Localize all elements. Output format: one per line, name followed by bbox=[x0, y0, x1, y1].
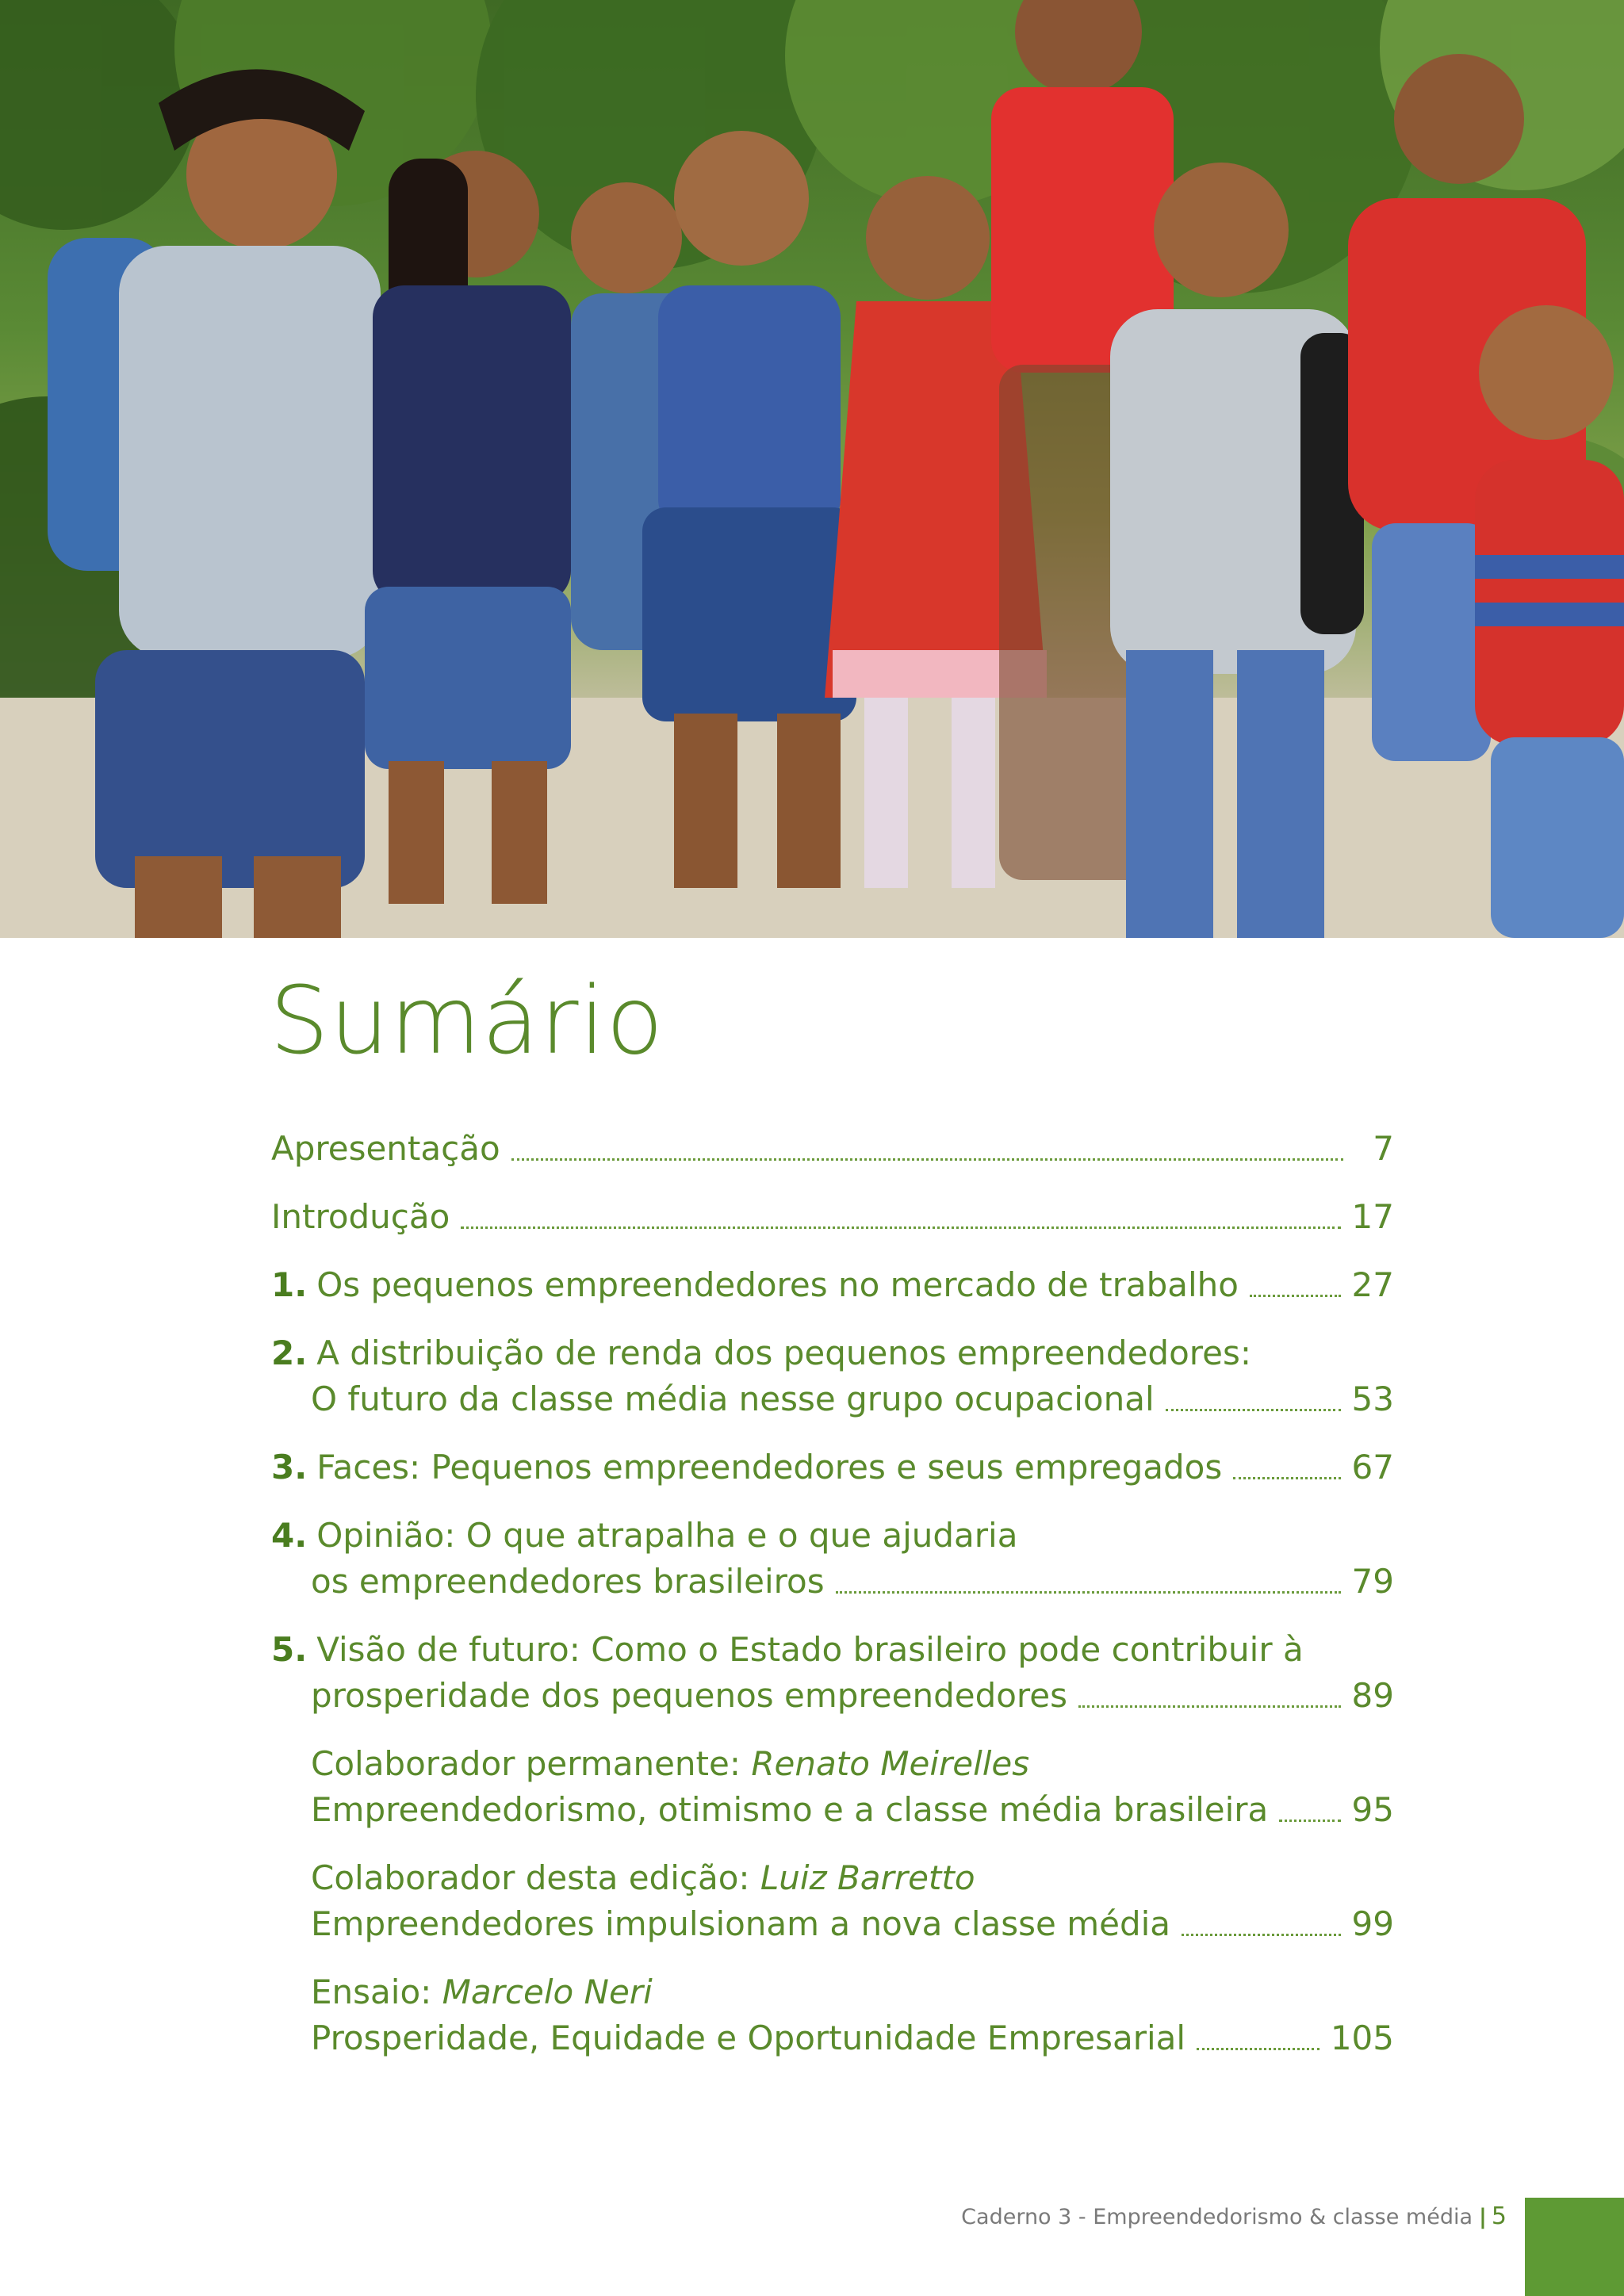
footer-page-number: 5 bbox=[1491, 2202, 1507, 2230]
toc-entry-subtitle: Prosperidade, Equidade e Oportunidade Empresarial bbox=[311, 2019, 1186, 2057]
running-footer bbox=[961, 2202, 1507, 2230]
dot-leader bbox=[1197, 2046, 1320, 2050]
toc-entry-title: Os pequenos empreendedores no mercado de trabalho bbox=[316, 1265, 1239, 1304]
toc-entry-introducao[interactable] bbox=[271, 1194, 1394, 1240]
footer-publication: Caderno 3 - Empreendedorismo & classe média bbox=[961, 2205, 1473, 2229]
dot-leader bbox=[1182, 1932, 1341, 1936]
toc-entry-title: Faces: Pequenos empreendedores e seus empregados bbox=[316, 1448, 1223, 1487]
toc-entry-title: Introdução bbox=[271, 1197, 450, 1236]
dot-leader bbox=[1250, 1293, 1341, 1297]
header-photo bbox=[0, 0, 1624, 938]
toc-entry-chapter-4[interactable] bbox=[271, 1513, 1394, 1605]
children-walking-illustration bbox=[0, 0, 1624, 938]
toc-page-number: 105 bbox=[1330, 2019, 1394, 2057]
toc-entry-title: Opinião: O que atrapalha e o que ajudaria bbox=[316, 1516, 1018, 1555]
toc-entry-subtitle: Empreendedorismo, otimismo e a classe média brasileira bbox=[311, 1790, 1269, 1829]
toc-page-number: 27 bbox=[1351, 1265, 1394, 1304]
toc-entry-chapter-1[interactable] bbox=[271, 1262, 1394, 1308]
toc-page-number: 89 bbox=[1351, 1676, 1394, 1715]
dot-leader bbox=[1279, 1818, 1340, 1822]
toc-page-number: 17 bbox=[1351, 1197, 1394, 1236]
toc-chapter-number: 2. bbox=[271, 1334, 308, 1372]
toc-entry-chapter-5[interactable] bbox=[271, 1627, 1394, 1719]
dot-leader bbox=[1233, 1475, 1340, 1479]
toc-entry-chapter-3[interactable] bbox=[271, 1445, 1394, 1490]
toc-entry-prefix: Colaborador desta edição: bbox=[311, 1858, 760, 1897]
toc-entry-title: Visão de futuro: Como o Estado brasileiro pode contribuir à bbox=[316, 1630, 1304, 1669]
dot-leader bbox=[836, 1590, 1341, 1594]
toc-page-number: 67 bbox=[1351, 1448, 1394, 1487]
toc-page-number: 95 bbox=[1351, 1790, 1394, 1829]
toc-entry-ensaio[interactable] bbox=[271, 1969, 1394, 2061]
toc-entry-title: A distribuição de renda dos pequenos empreendedores: bbox=[316, 1334, 1251, 1372]
toc-chapter-number: 3. bbox=[271, 1448, 308, 1487]
toc-entry-author: Luiz Barretto bbox=[760, 1858, 975, 1897]
toc-page-number: 99 bbox=[1351, 1904, 1394, 1943]
dot-leader bbox=[461, 1225, 1340, 1229]
footer-separator: | bbox=[1479, 2205, 1487, 2229]
toc-chapter-number: 5. bbox=[271, 1630, 308, 1669]
dot-leader bbox=[1166, 1407, 1341, 1411]
toc-entry-subtitle: Empreendedores impulsionam a nova classe média bbox=[311, 1904, 1171, 1943]
footer-color-block bbox=[1525, 2198, 1624, 2296]
toc-entry-author: Marcelo Neri bbox=[442, 1973, 653, 2011]
toc-entry-colaborador-permanente[interactable] bbox=[271, 1741, 1394, 1833]
toc-entry-prefix: Colaborador permanente: bbox=[311, 1744, 752, 1783]
toc-entry-title: Apresentação bbox=[271, 1129, 500, 1168]
toc-entry-subtitle: O futuro da classe média nesse grupo ocupacional bbox=[311, 1380, 1155, 1418]
table-of-contents bbox=[271, 1126, 1394, 2061]
toc-entry-subtitle: os empreendedores brasileiros bbox=[311, 1562, 825, 1601]
toc-entry-apresentacao[interactable] bbox=[271, 1126, 1394, 1172]
dot-leader bbox=[1078, 1704, 1341, 1708]
page-title: Sumário bbox=[270, 966, 665, 1075]
dot-leader bbox=[511, 1157, 1343, 1161]
toc-entry-prefix: Ensaio: bbox=[311, 1973, 442, 2011]
toc-chapter-number: 1. bbox=[271, 1265, 308, 1304]
toc-entry-colaborador-edicao[interactable] bbox=[271, 1855, 1394, 1947]
toc-entry-chapter-2[interactable] bbox=[271, 1330, 1394, 1422]
toc-page-number: 7 bbox=[1373, 1129, 1394, 1168]
toc-page-number: 79 bbox=[1351, 1562, 1394, 1601]
toc-page-number: 53 bbox=[1351, 1380, 1394, 1418]
toc-entry-author: Renato Meirelles bbox=[751, 1744, 1030, 1783]
toc-entry-subtitle: prosperidade dos pequenos empreendedores bbox=[311, 1676, 1068, 1715]
toc-chapter-number: 4. bbox=[271, 1516, 308, 1555]
